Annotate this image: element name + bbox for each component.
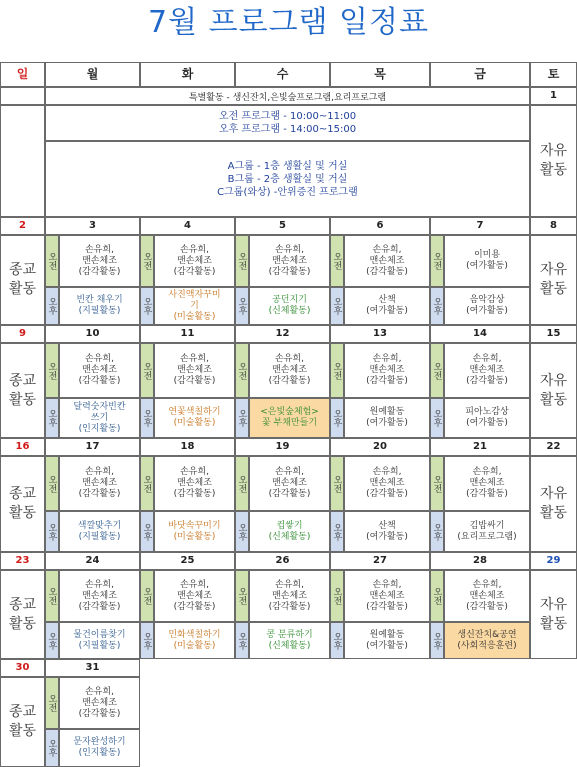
pm-tag: 오후 [430, 398, 444, 438]
weekday-header: 수 [235, 62, 330, 87]
pm-activity: 색깔맞추기 (지필활동) [59, 511, 140, 552]
pm-tag: 오후 [430, 511, 444, 552]
am-tag: 오전 [430, 343, 444, 398]
am-tag: 오전 [235, 343, 249, 398]
am-activity: 손유희, 맨손체조 (감각활동) [444, 456, 530, 511]
date-number: 7 [430, 217, 530, 235]
am-tag: 오전 [330, 456, 344, 511]
date-number: 20 [330, 438, 430, 456]
date-number: 14 [430, 325, 530, 343]
pm-tag: 오후 [45, 511, 59, 552]
pm-activity: 물건이름찾기 (지필활동) [59, 622, 140, 659]
date-number: 24 [45, 552, 140, 570]
pm-activity: 원예활동 (여가활동) [344, 398, 430, 438]
am-tag: 오전 [140, 456, 154, 511]
pm-tag: 오후 [140, 511, 154, 552]
date-number [0, 87, 45, 105]
date-number: 27 [330, 552, 430, 570]
am-activity: 손유희, 맨손체조 (감각활동) [154, 235, 235, 287]
pm-tag: 오후 [140, 622, 154, 659]
saturday-activity: 자유 활동 [530, 570, 577, 659]
pm-tag: 오후 [140, 398, 154, 438]
date-number: 16 [0, 438, 45, 456]
am-tag: 오전 [430, 570, 444, 622]
date-number: 9 [0, 325, 45, 343]
pm-activity: 사진액자꾸미 기 (미술활동) [154, 287, 235, 325]
pm-activity: 콩 분류하기 (신체활동) [249, 622, 330, 659]
am-activity: 손유희, 맨손체조 (감각활동) [344, 235, 430, 287]
pm-activity: 연꽃색칠하기 (미술활동) [154, 398, 235, 438]
date-number: 17 [45, 438, 140, 456]
pm-activity: <은빛숲체험> 꽃 부채만들기 [249, 398, 330, 438]
pm-tag: 오후 [45, 287, 59, 325]
am-tag: 오전 [330, 570, 344, 622]
am-activity: 손유희, 맨손체조 (감각활동) [154, 456, 235, 511]
am-activity: 손유희, 맨손체조 (감각활동) [344, 343, 430, 398]
am-tag: 오전 [45, 456, 59, 511]
pm-activity: 공던지기 (신체활동) [249, 287, 330, 325]
pm-activity: 컵쌓기 (신체활동) [249, 511, 330, 552]
sunday-activity: 종교 활동 [0, 235, 45, 325]
date-number: 31 [45, 659, 140, 677]
am-tag: 오전 [45, 235, 59, 287]
pm-activity: 원예활동 (여가활동) [344, 622, 430, 659]
sunday-activity: 종교 활동 [0, 570, 45, 659]
date-number: 1 [530, 87, 577, 105]
weekday-header: 금 [430, 62, 530, 87]
pm-activity: 김밥싸기 (요리프로그램) [444, 511, 530, 552]
pm-activity: 문자완성하기 (인지활동) [59, 729, 140, 767]
am-tag: 오전 [140, 235, 154, 287]
pm-activity: 생신잔치&공연 (사회적응훈련) [444, 622, 530, 659]
special-activity-note: 특별활동 - 생신잔치,은빛숲프로그램,요리프로그램 [45, 87, 530, 105]
pm-activity: 음악감상 (여가활동) [444, 287, 530, 325]
pm-activity: 피아노감상 (여가활동) [444, 398, 530, 438]
am-activity: 손유희, 맨손체조 (감각활동) [59, 677, 140, 729]
date-number: 29 [530, 552, 577, 570]
weekday-header: 월 [45, 62, 140, 87]
date-number: 10 [45, 325, 140, 343]
page-title: 7월 프로그램 일정표 [148, 5, 429, 40]
am-tag: 오전 [45, 570, 59, 622]
am-activity: 손유희, 맨손체조 (감각활동) [444, 343, 530, 398]
date-number: 4 [140, 217, 235, 235]
am-tag: 오전 [430, 235, 444, 287]
pm-tag: 오후 [45, 622, 59, 659]
date-number: 28 [430, 552, 530, 570]
am-tag: 오전 [45, 677, 59, 729]
am-tag: 오전 [235, 235, 249, 287]
am-activity: 손유희, 맨손체조 (감각활동) [154, 570, 235, 622]
pm-tag: 오후 [235, 287, 249, 325]
date-number: 18 [140, 438, 235, 456]
date-number: 30 [0, 659, 45, 677]
am-tag: 오전 [45, 343, 59, 398]
am-activity: 손유희, 맨손체조 (감각활동) [344, 570, 430, 622]
am-tag: 오전 [140, 343, 154, 398]
date-number: 25 [140, 552, 235, 570]
am-tag: 오전 [235, 570, 249, 622]
sunday-activity: 종교 활동 [0, 677, 45, 767]
weekday-header: 일 [0, 62, 45, 87]
pm-tag: 오후 [330, 511, 344, 552]
date-number: 15 [530, 325, 577, 343]
pm-activity: 빈칸 채우기 (지필활동) [59, 287, 140, 325]
pm-activity: 산책 (여가활동) [344, 511, 430, 552]
weekday-header: 토 [530, 62, 577, 87]
am-activity: 손유희, 맨손체조 (감각활동) [249, 456, 330, 511]
date-number: 3 [45, 217, 140, 235]
calendar [0, 62, 577, 767]
date-number: 26 [235, 552, 330, 570]
pm-tag: 오후 [235, 398, 249, 438]
pm-tag: 오후 [430, 287, 444, 325]
am-activity: 손유희, 맨손체조 (감각활동) [59, 343, 140, 398]
pm-tag: 오후 [330, 287, 344, 325]
program-times: 오전 프로그램 - 10:00~11:00 오후 프로그램 - 14:00~15:00 [45, 105, 530, 141]
date-number: 2 [0, 217, 45, 235]
saturday-activity: 자유 활동 [530, 343, 577, 438]
date-number: 6 [330, 217, 430, 235]
am-tag: 오전 [235, 456, 249, 511]
am-activity: 손유희, 맨손체조 (감각활동) [59, 235, 140, 287]
pm-activity: 달력숫자빈칸 쓰기 (인지활동) [59, 398, 140, 438]
pm-activity: 산책 (여가활동) [344, 287, 430, 325]
am-activity: 손유희, 맨손체조 (감각활동) [344, 456, 430, 511]
pm-activity: 민화색칠하기 (미술활동) [154, 622, 235, 659]
pm-tag: 오후 [330, 398, 344, 438]
date-number: 11 [140, 325, 235, 343]
pm-tag: 오후 [235, 622, 249, 659]
sunday-activity: 종교 활동 [0, 343, 45, 438]
saturday-activity: 자유 활동 [530, 235, 577, 325]
date-number: 8 [530, 217, 577, 235]
sunday-activity: 종교 활동 [0, 456, 45, 552]
am-tag: 오전 [430, 456, 444, 511]
pm-activity: 바닷속꾸미기 (미술활동) [154, 511, 235, 552]
am-activity: 손유희, 맨손체조 (감각활동) [249, 343, 330, 398]
group-schedule: A그룹 - 1층 생활실 및 거실 B그룹 - 2층 생활실 및 거실 C그룹(와상) -안위증진 프로그램 [45, 141, 530, 217]
am-tag: 오전 [140, 570, 154, 622]
weekday-header: 목 [330, 62, 430, 87]
empty-cell [0, 105, 45, 217]
date-number: 22 [530, 438, 577, 456]
date-number: 19 [235, 438, 330, 456]
pm-tag: 오후 [45, 398, 59, 438]
am-activity: 손유희, 맨손체조 (감각활동) [154, 343, 235, 398]
am-activity: 손유희, 맨손체조 (감각활동) [59, 456, 140, 511]
am-tag: 오전 [330, 235, 344, 287]
date-number: 5 [235, 217, 330, 235]
saturday-activity: 자유 활동 [530, 456, 577, 552]
am-activity: 손유희, 맨손체조 (감각활동) [59, 570, 140, 622]
pm-tag: 오후 [330, 622, 344, 659]
am-activity: 이미용 (여가활동) [444, 235, 530, 287]
saturday-activity: 자유 활동 [530, 105, 577, 217]
pm-tag: 오후 [430, 622, 444, 659]
pm-tag: 오후 [140, 287, 154, 325]
date-number: 12 [235, 325, 330, 343]
am-activity: 손유희, 맨손체조 (감각활동) [444, 570, 530, 622]
pm-tag: 오후 [45, 729, 59, 767]
date-number: 13 [330, 325, 430, 343]
date-number: 23 [0, 552, 45, 570]
am-activity: 손유희, 맨손체조 (감각활동) [249, 570, 330, 622]
am-activity: 손유희, 맨손체조 (감각활동) [249, 235, 330, 287]
weekday-header: 화 [140, 62, 235, 87]
date-number: 21 [430, 438, 530, 456]
pm-tag: 오후 [235, 511, 249, 552]
am-tag: 오전 [330, 343, 344, 398]
